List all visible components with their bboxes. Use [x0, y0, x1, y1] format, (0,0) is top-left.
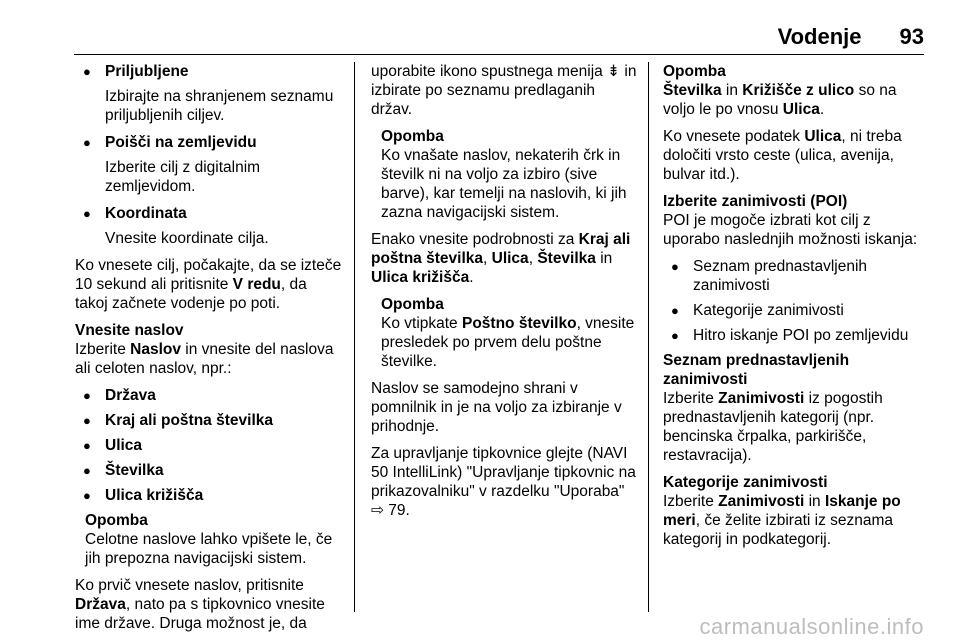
note — [663, 62, 931, 119]
note-text: Številka in Križišče z ulico so na voljo le po vnosu Ulica. — [663, 82, 897, 118]
subheading: Izberite zanimivosti (POI) — [663, 193, 848, 210]
bullet-desc: Izbirajte na shranjenem seznamu priljubljenih ciljev. — [105, 88, 334, 124]
bullet-item: ● Poišči na zemljevidu — [75, 133, 343, 152]
paragraph: Za upravljanje tipkovnice glejte (NAVI 50 IntelliLink) "Upravljanje tipkovnic na prikazovalniku" v razdelku "Uporaba" ⇨ 79. — [371, 445, 636, 519]
subheading: Kategorije zanimivosti — [663, 474, 828, 491]
note-text: Celotne naslove lahko vpišete le, če jih prepozna navigacijski sistem. — [85, 531, 333, 567]
bullet-item: ● Hitro iskanje POI po zemljevidu — [663, 326, 931, 345]
note-text: Ko vtipkate Poštno številko, vnesite presledek po prvem delu poštne številke. — [381, 315, 635, 370]
bullet-item: ● Priljubljene — [75, 62, 343, 81]
paragraph: Izberite Zanimivosti iz pogostih prednastavljenih kategorij (npr. bencinska črpalka, parkirišče, restavracija). — [663, 390, 883, 464]
bullet-desc: Vnesite koordinate cilja. — [105, 230, 269, 247]
paragraph: Izberite Zanimivosti in Iskanje po meri, če želite izbirati iz seznama kategorij in podkategorij. — [663, 493, 901, 548]
paragraph: POI je mogoče izbrati kot cilj z uporabo naslednjih možnosti iskanja: — [663, 212, 918, 248]
paragraph: Naslov se samodejno shrani v pomnilnik in je na voljo za izbiranje v prihodnje. — [371, 380, 622, 435]
bullet-item: ● Država — [75, 386, 343, 405]
paragraph: Ko prvič vnesete naslov, pritisnite Država, nato pa s tipkovnico vnesite ime države. Druga možnost je, da — [75, 577, 325, 632]
subheading: Seznam prednastavljenih zanimivosti — [663, 352, 850, 388]
note — [371, 127, 639, 222]
bullet-item: ● Številka — [75, 461, 343, 480]
note-heading: Opomba — [663, 63, 726, 80]
page-header — [0, 24, 924, 50]
note-heading: Opomba — [381, 128, 444, 145]
bullet-item: ● Kraj ali poštna številka — [75, 411, 343, 430]
paragraph: uporabite ikono spustnega menija ⇟ in izbirate po seznamu predlaganih držav. — [371, 63, 637, 118]
bullet-desc: Izberite cilj z digitalnim zemljevidom. — [105, 159, 261, 195]
paragraph: Enako vnesite podrobnosti za Kraj ali poštna številka, Ulica, Številka in Ulica križišča. — [371, 231, 631, 286]
note-text: Ko vnašate naslov, nekaterih črk in številk ni na voljo za izbiro (sive barve), kar temelji na naslovih, ki jih zazna navigacijski sistem. — [381, 147, 627, 221]
bullet-item: ● Koordinata — [75, 204, 343, 223]
bullet-item: ● Ulica — [75, 436, 343, 455]
paragraph: Ko vnesete cilj, počakajte, da se izteče 10 sekund ali pritisnite V redu, da takoj začnete vodenje po poti. — [75, 257, 342, 312]
paragraph: Ko vnesete podatek Ulica, ni treba določiti vrsto ceste (ulica, avenija, bulvar itd.). — [663, 128, 902, 183]
note — [75, 511, 343, 568]
note-heading: Opomba — [85, 512, 148, 529]
bullet-item: ● Ulica križišča — [75, 486, 343, 505]
page-number: 93 — [899, 24, 924, 49]
note — [371, 295, 639, 371]
note-heading: Opomba — [381, 296, 444, 313]
section-title: Vodenje — [777, 24, 862, 49]
paragraph: Izberite Naslov in vnesite del naslova ali celoten naslov, npr.: — [75, 341, 334, 377]
bullet-item: ● Kategorije zanimivosti — [663, 301, 931, 320]
subheading: Vnesite naslov — [75, 322, 184, 339]
column-1 — [75, 62, 343, 641]
column-2 — [371, 62, 639, 528]
column-3 — [663, 62, 931, 557]
column-divider-2 — [648, 62, 649, 612]
column-divider-1 — [354, 62, 355, 612]
watermark: carmanualsonline.info — [699, 614, 924, 639]
bullet-item: ● Seznam prednastavljenih zanimivosti — [663, 257, 931, 295]
header-rule — [74, 54, 924, 55]
